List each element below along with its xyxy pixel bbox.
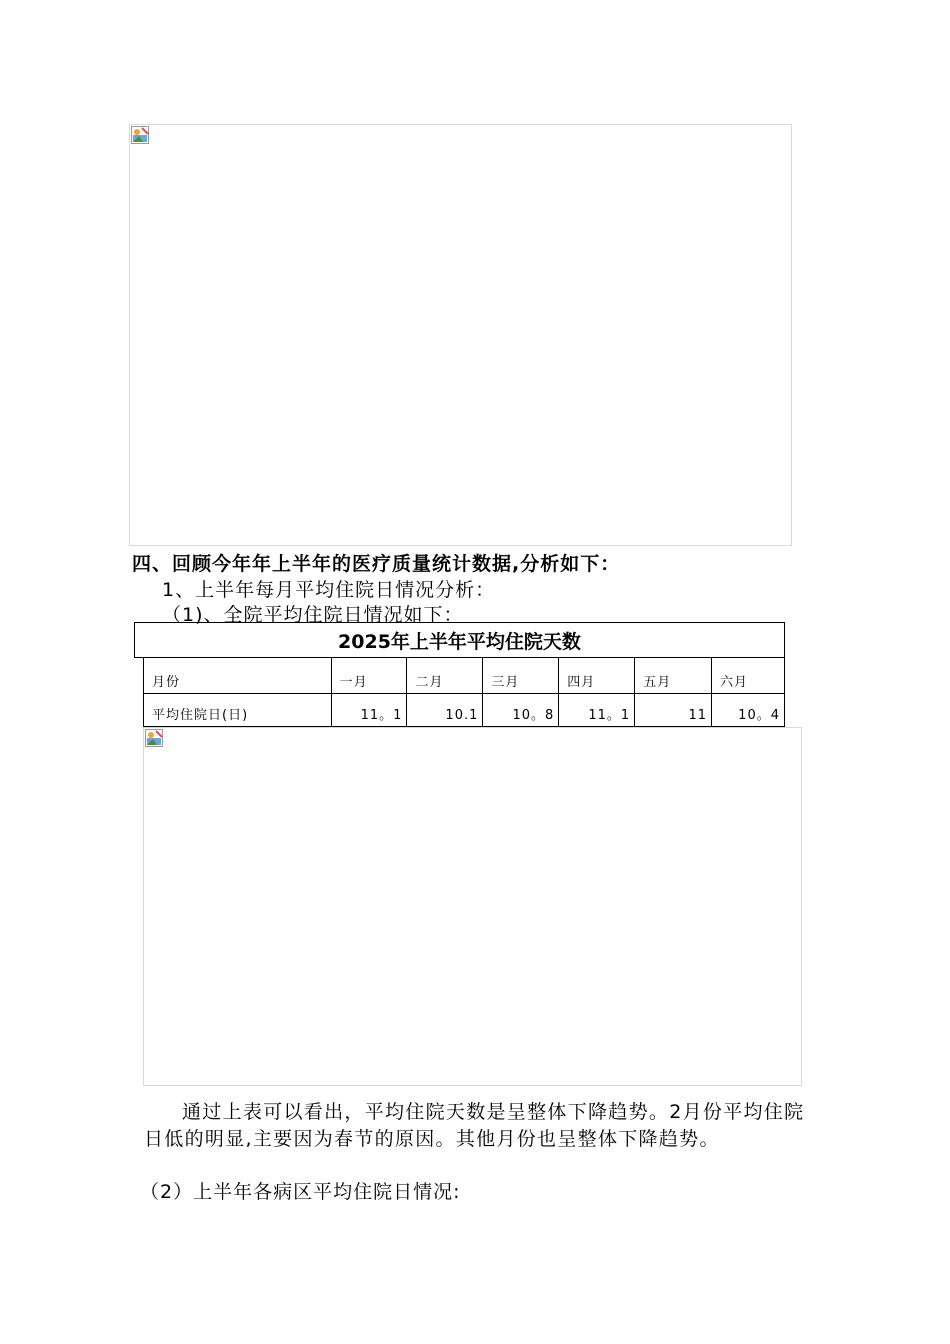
image-placeholder-chart <box>143 727 802 1086</box>
value-cell: 10。8 <box>483 693 559 726</box>
value-cell: 10.1 <box>407 693 483 726</box>
section-heading: 四、回顾今年年上半年的医疗质量统计数据,分析如下： <box>132 553 621 575</box>
table-header-row <box>144 658 785 693</box>
row-header-label: 月份 <box>144 658 332 693</box>
table-title: 2025年上半年平均住院天数 <box>134 622 785 658</box>
month-header: 三月 <box>483 658 559 693</box>
month-header: 五月 <box>635 658 712 693</box>
broken-image-icon <box>145 729 163 747</box>
month-header: 二月 <box>407 658 483 693</box>
subheading-1: 1、上半年每月平均住院日情况分析： <box>162 579 496 601</box>
analysis-paragraph <box>144 1099 810 1153</box>
subheading-1-1: （1)、全院平均住院日情况如下： <box>162 604 464 626</box>
broken-image-icon <box>131 126 149 144</box>
month-header: 四月 <box>559 658 635 693</box>
image-placeholder-top <box>129 124 792 546</box>
los-table <box>143 658 785 727</box>
value-cell: 11。1 <box>331 693 407 726</box>
analysis-text: 通过上表可以看出，平均住院天数是呈整体下降趋势。2月份平均住院日低的明显,主要因为春节的原因。其他月份也呈整体下降趋势。 <box>144 1101 805 1150</box>
month-header: 一月 <box>331 658 407 693</box>
month-header: 六月 <box>712 658 785 693</box>
value-cell: 11。1 <box>559 693 635 726</box>
value-cell: 11 <box>635 693 712 726</box>
subheading-2: （2）上半年各病区平均住院日情况: <box>140 1181 461 1203</box>
value-cell: 10。4 <box>712 693 785 726</box>
row-label: 平均住院日(日) <box>144 693 332 726</box>
table-value-row <box>144 693 785 726</box>
